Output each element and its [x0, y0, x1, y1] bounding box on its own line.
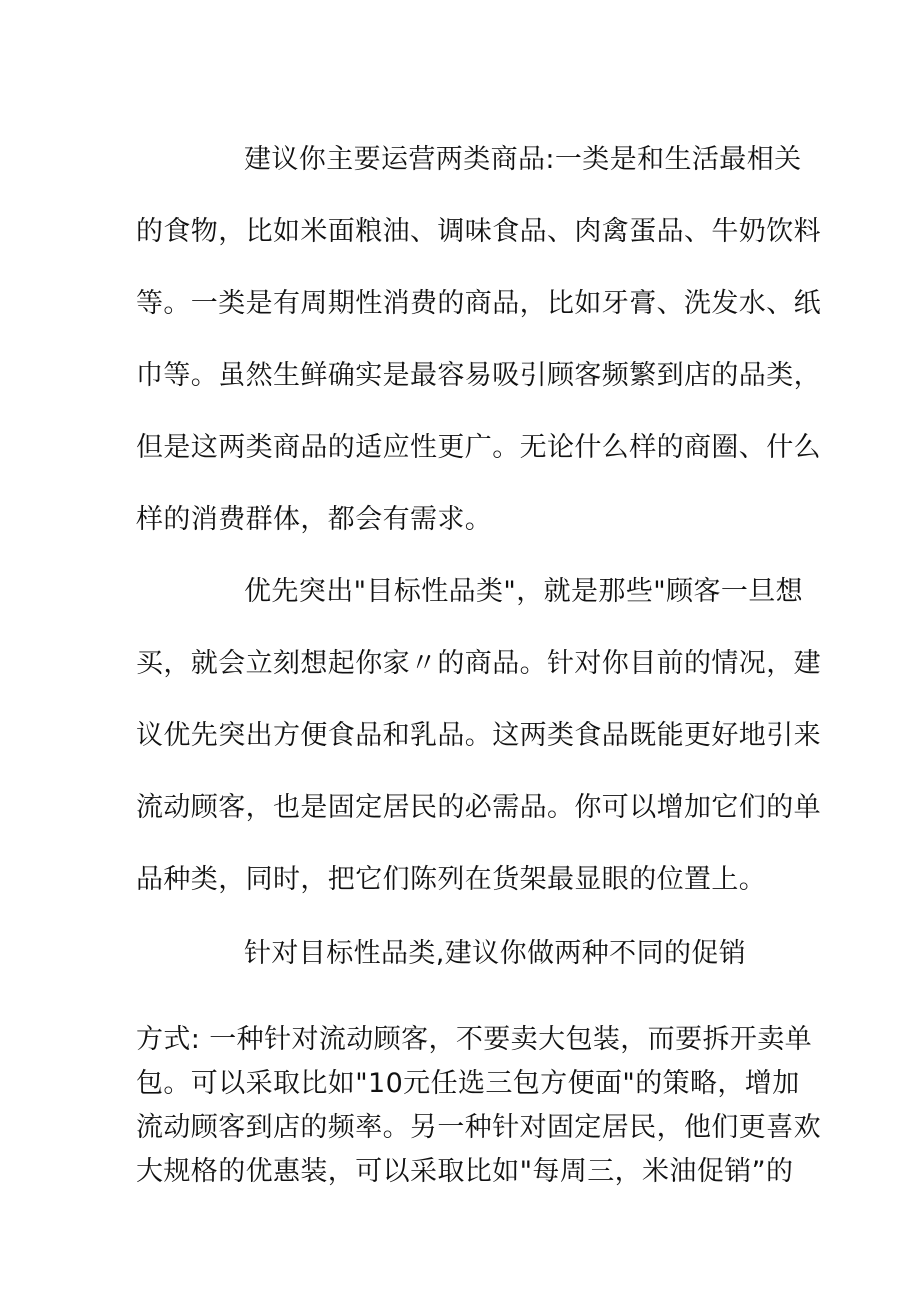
- paragraph-2-line-2: 买，就会立刻想起你家〃的商品。针对你目前的情况，建: [136, 648, 821, 679]
- paragraph-3-line-5: 大规格的优惠装，可以采取比如"每周三，米油促销”的: [136, 1156, 794, 1187]
- paragraph-2-line-5: 品种类，同时，把它们陈列在货架最显眼的位置上。: [136, 864, 767, 895]
- paragraph-1-line-2: 的食物，比如米面粮油、调味食品、肉禽蛋品、牛奶饮料: [136, 216, 821, 247]
- paragraph-1-line-5: 但是这两类商品的适应性更广。无论什么样的商圈、什么: [136, 432, 821, 463]
- paragraph-1-line-6: 样的消费群体，都会有需求。: [136, 504, 493, 535]
- paragraph-3-line-1: 针对目标性品类,建议你做两种不同的促销: [244, 938, 747, 969]
- paragraph-2-line-4: 流动顾客，也是固定居民的必需品。你可以增加它们的单: [136, 792, 821, 823]
- paragraph-2-line-1: 优先突出"目标性品类"，就是那些"顾客一旦想: [244, 576, 804, 607]
- paragraph-1-line-3: 等。一类是有周期性消费的商品，比如牙膏、洗发水、纸: [136, 288, 821, 319]
- paragraph-3-line-4: 流动顾客到店的频率。另一种针对固定居民，他们更喜欢: [136, 1112, 821, 1143]
- paragraph-2-line-3: 议优先突出方便食品和乳品。这两类食品既能更好地引来: [136, 720, 821, 751]
- paragraph-3-line-2: 方式: 一种针对流动顾客，不要卖大包装，而要拆开卖单: [136, 1024, 813, 1055]
- paragraph-3-line-3: 包。可以采取比如"10元任选三包方便面"的策略，增加: [136, 1068, 800, 1099]
- paragraph-1-line-1: 建议你主要运营两类商品:一类是和生活最相关: [244, 144, 802, 175]
- paragraph-1-line-4: 巾等。虽然生鲜确实是最容易吸引顾客频繁到店的品类，: [136, 360, 821, 391]
